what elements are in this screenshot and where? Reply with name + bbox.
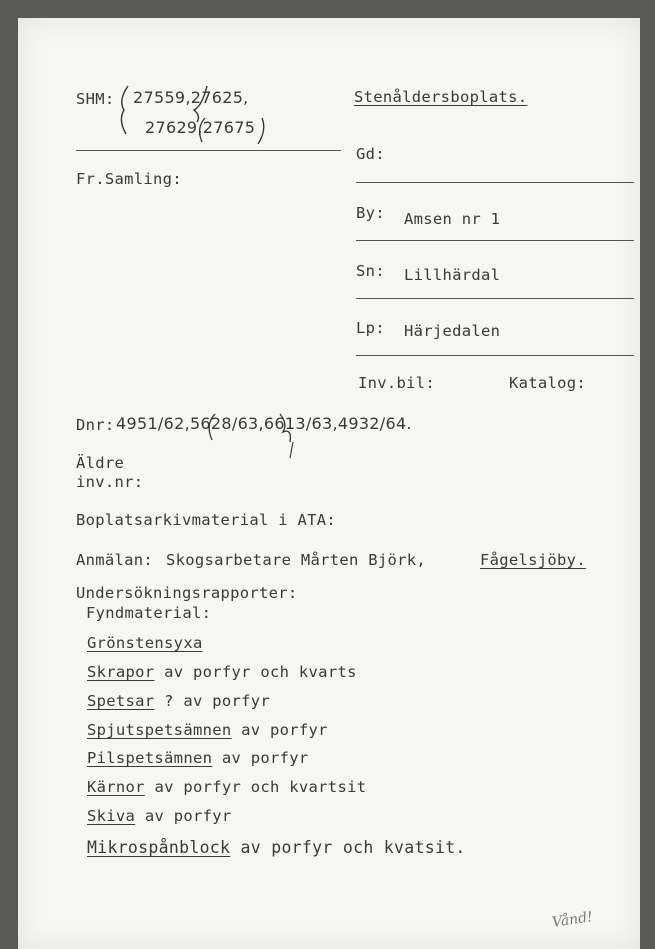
bracket-mark	[194, 86, 207, 122]
find-desc: av porfyr	[144, 807, 232, 825]
sn-value: Lillhärdal	[404, 266, 501, 284]
gd-label: Gd:	[356, 145, 385, 163]
rapporter-label: Undersökningsrapporter:	[76, 584, 298, 602]
bracket-mark	[258, 118, 264, 144]
bracket-mark	[121, 86, 128, 134]
shm-label: SHM:	[76, 90, 115, 108]
boplatsarkiv-label: Boplatsarkivmaterial i ATA:	[76, 511, 337, 529]
bracket-mark	[280, 414, 290, 442]
find-desc: av porfyr	[221, 749, 309, 767]
sn-label: Sn:	[356, 262, 385, 280]
find-name: Pilspetsämnen	[87, 749, 213, 767]
find-name: Mikrospånblock	[87, 838, 231, 857]
anmalan-place: Fågelsjöby.	[480, 551, 586, 569]
find-name: Skiva	[87, 807, 136, 825]
find-desc: av porfyr och kvatsit.	[240, 838, 466, 857]
anmalan-label: Anmälan:	[76, 551, 154, 569]
pen-stroke	[290, 442, 293, 458]
find-desc: av porfyr och kvartsit	[154, 778, 367, 796]
by-label: By:	[356, 204, 385, 222]
find-name: Spetsar	[87, 692, 155, 710]
lp-value: Härjedalen	[404, 322, 501, 340]
katalog-label: Katalog:	[509, 374, 587, 392]
lp-label: Lp:	[356, 319, 385, 337]
find-desc: ? av porfyr	[164, 692, 271, 710]
site-type-title: Stenåldersboplats.	[354, 88, 528, 106]
find-desc: av porfyr	[241, 721, 328, 739]
anmalan-text: Skogsarbetare Mårten Björk,	[166, 551, 427, 569]
handwritten-note: Vånd!	[551, 909, 594, 931]
find-name: Spjutspetsämnen	[87, 721, 232, 739]
bracket-mark	[209, 414, 215, 440]
inv-nr-label: inv.nr:	[76, 473, 144, 491]
bracket-mark	[200, 118, 205, 142]
fr-samling-label: Fr.Samling:	[76, 170, 182, 188]
shm-numbers-line2: 27629,27675	[145, 118, 256, 137]
shm-numbers-line1: 27559,27625,	[133, 88, 249, 107]
by-value: Amsen nr 1	[404, 210, 501, 228]
inv-bil-label: Inv.bil:	[358, 374, 436, 392]
find-name: Grönstensyxa	[87, 634, 203, 652]
dnr-label: Dnr:	[76, 416, 115, 434]
find-name: Skrapor	[87, 663, 155, 681]
find-desc: av porfyr och kvarts	[164, 663, 357, 681]
fyndmaterial-label: Fyndmaterial:	[86, 604, 212, 622]
find-name: Kärnor	[87, 778, 145, 796]
aldre-label: Äldre	[76, 454, 125, 472]
dnr-value: 4951/62,5628/63,6613/63,4932/64.	[116, 414, 412, 433]
